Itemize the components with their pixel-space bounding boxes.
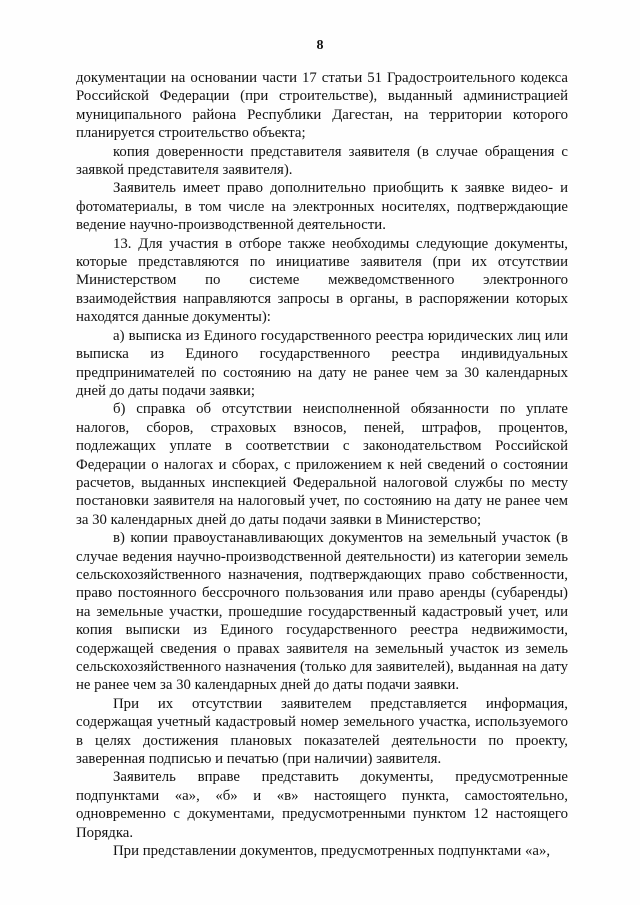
paragraph-power-of-attorney: копия доверенности представителя заявителя (в случае обращения с заявкой представителя заявителя).: [76, 143, 568, 179]
paragraph-subitem-v: в) копии правоустанавливающих документов на земельный участок (в случае ведения научно-производственной деятельности) из категории земель сельскохозяйственного назначения, подтверждающих право собственности, право постоянного бессрочного пользования или право аренды (субаренды) на земельные участки, прошедшие государственный кадастровый учет, или копия выписки из Единого государственного реестра недвижимости, содержащей сведения о правах заявителя на земельный участок из земель сельскохозяйственного назначения (только для заявителей), выданная на дату не ранее чем за 30 календарных дней до даты подачи заявки.: [76, 530, 568, 694]
paragraph-applicant-right: Заявитель вправе представить документы, предусмотренные подпунктами «а», «б» и «в» настоящего пункта, самостоятельно, одновременно с документами, предусмотренными пунктом 12 настоящего Порядка.: [76, 769, 568, 841]
paragraph-submission: При представлении документов, предусмотренных подпунктами «а»,: [113, 843, 551, 860]
paragraph-media-materials: Заявитель имеет право дополнительно приобщить к заявке видео- и фотоматериалы, в том числе на электронных носителях, подтверждающие ведение научно-производственной деятельности.: [76, 180, 568, 234]
paragraph-cadastral-info: При их отсутствии заявителем представляется информация, содержащая учетный кадастровый номер земельного участка, используемого в целях достижения плановых показателей деятельности по проекту, заверенная подписью и печатью (при наличии) заявителя.: [76, 695, 568, 768]
paragraph-subitem-b: б) справка об отсутствии неисполненной обязанности по уплате налогов, сборов, страховых взносов, пеней, штрафов, процентов, подлежащих уплате в соответствии с законодательством Российской Федерации о налогах и сборах, с приложением к ней сведений о состоянии расчетов, выданных инспекцией Федеральной налоговой службы по месту постановки заявителя на налоговый учет, по состоянию на дату не ранее чем за 30 календарных дней до даты подачи заявки в Министерство;: [76, 401, 568, 528]
paragraph-item-13: 13. Для участия в отборе также необходимы следующие документы, которые представляются по инициативе заявителя (при их отсутствии Министерством по системе межведомственного электронного взаимодействия направляются запросы в органы, в распоряжении которых находятся данные документы):: [76, 235, 568, 326]
page-number: 8: [316, 38, 324, 53]
document-body: [76, 69, 568, 860]
paragraph-subitem-a: а) выписка из Единого государственного реестра юридических лиц или выписка из Единого государственного реестра индивидуальных предпринимателей по состоянию на дату не ранее чем за 30 календарных дней до даты подачи заявки;: [76, 327, 568, 399]
paragraph-continuation: документации на основании части 17 статьи 51 Градостроительного кодекса Российской Федерации (при строительстве), выданный администрацией муниципального района Республики Дагестан, на территории которого планируется строительство объекта;: [76, 70, 568, 142]
